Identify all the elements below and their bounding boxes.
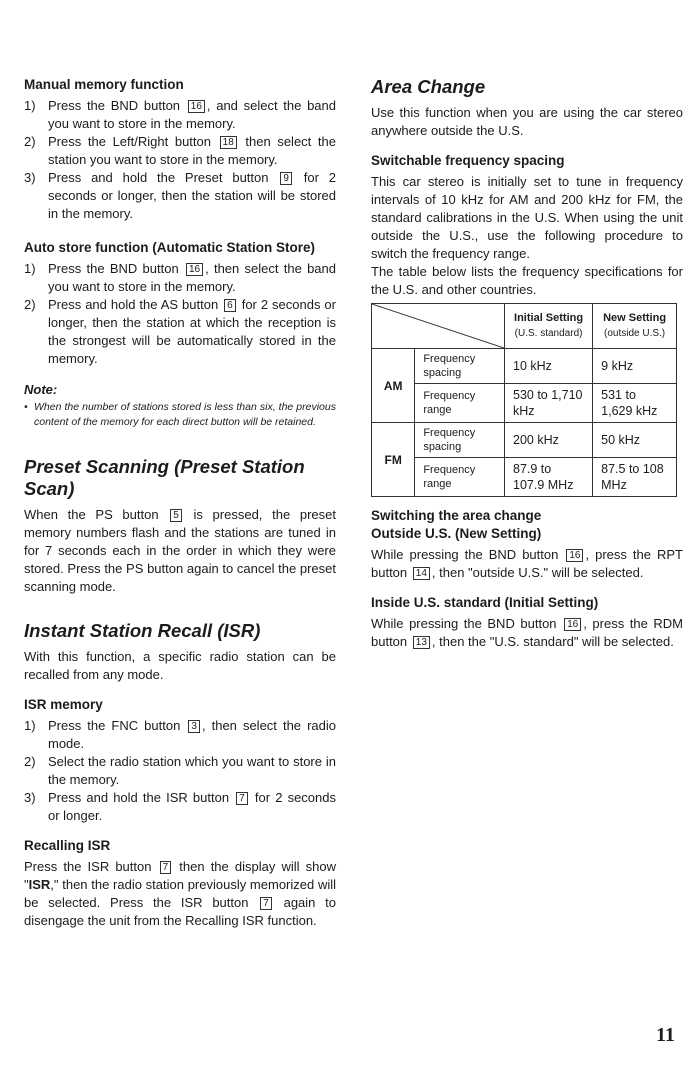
initial-value: 87.9 to 107.9 MHz	[505, 458, 593, 497]
auto-store-steps	[24, 260, 336, 368]
table-row	[372, 458, 677, 497]
initial-value: 200 kHz	[505, 423, 593, 458]
switchable-text: This car stereo is initially set to tune in frequency intervals of 10 kHz for AM and 200 kHz for FM, the standard calibrations in the U.S. When using the unit outside the U.S., use the following procedure to switch the frequency range.	[371, 174, 683, 261]
manual-memory-title: Manual memory function	[24, 77, 184, 92]
button-number-icon: 13	[413, 636, 430, 649]
isr-intro: With this function, a specific radio station can be recalled from any mode.	[24, 649, 336, 682]
table-corner-cell	[372, 304, 505, 349]
button-number-icon: 7	[160, 861, 172, 874]
recalling-isr-text: Press the ISR button 7 then the display will show "ISR," then the radio station previously memorized will be selected. Press the ISR button 7 again to disengage the unit from the Recalling ISR function.	[24, 859, 337, 928]
initial-value: 530 to 1,710 kHz	[505, 384, 593, 423]
step-item: 1) Press the BND button 16 , and select the band you want to store in the memory.	[24, 98, 336, 131]
button-number-icon: 14	[413, 567, 430, 580]
isr-memory-steps	[24, 717, 336, 825]
step-item: 2) Select the radio station which you want to store in the memory.	[24, 754, 336, 787]
param-label: Frequency spacing	[415, 423, 505, 458]
note-text: • When the number of stations stored is less than six, the previous content of the memory for each direct button will be retained.	[24, 401, 336, 428]
table-row	[372, 384, 677, 423]
step-item: 2) Press the Left/Right button 18 then select the station you want to store in the memory.	[24, 134, 336, 167]
button-number-icon: 16	[564, 618, 581, 631]
diagonal-line	[372, 304, 504, 348]
table-intro: The table below lists the frequency specifications for the U.S. and other countries.	[371, 264, 683, 297]
step-item: 1) Press the FNC button 3 , then select the radio mode.	[24, 718, 336, 751]
button-number-icon: 18	[220, 136, 237, 149]
page-number: 11	[656, 1024, 675, 1046]
step-item: 1) Press the BND button 16 , then select the band you want to store in the memory.	[24, 261, 336, 294]
table-header-row	[372, 304, 677, 349]
bullet-icon: •	[24, 401, 28, 413]
button-number-icon: 16	[188, 100, 205, 113]
auto-store-title: Auto store function (Automatic Station Store)	[24, 240, 315, 255]
area-change-title: Area Change	[371, 76, 486, 97]
button-number-icon: 5	[170, 509, 182, 522]
step-item: 3) Press and hold the ISR button 7 for 2 seconds or longer.	[24, 790, 336, 823]
button-number-icon: 16	[566, 549, 583, 562]
isr-memory-title: ISR memory	[24, 697, 103, 712]
initial-setting-header: Initial Setting (U.S. standard)	[505, 304, 593, 349]
button-number-icon: 16	[186, 263, 203, 276]
area-change-intro: Use this function when you are using the car stereo anywhere outside the U.S.	[371, 105, 683, 138]
band-label: AM	[372, 349, 415, 423]
param-label: Frequency range	[415, 458, 505, 497]
button-number-icon: 3	[188, 720, 200, 733]
button-number-icon: 7	[236, 792, 248, 805]
preset-scanning-text: When the PS button 5 is pressed, the preset memory numbers flash and the stations are tuned in for 7 seconds each in the order in which they were stored. Press the PS button again to cancel the preset scanning mode.	[24, 507, 336, 594]
manual-memory-steps	[24, 97, 336, 223]
new-value: 50 kHz	[593, 423, 677, 458]
step-item: 2) Press and hold the AS button 6 for 2 seconds or longer, then the station at which the reception is the strongest will be automatically stored in the memory.	[24, 297, 336, 366]
table-row	[372, 423, 677, 458]
new-value: 87.5 to 108 MHz	[593, 458, 677, 497]
switching-title: Switching the area change	[371, 508, 542, 523]
step-item: 3) Press and hold the Preset button 9 for 2 seconds or longer, then the station will be stored in the memory.	[24, 170, 336, 221]
isr-title: Instant Station Recall (ISR)	[24, 620, 261, 641]
left-column	[24, 76, 336, 930]
preset-scanning-title: Preset Scanning (Preset Station Scan)	[24, 456, 305, 499]
switchable-title: Switchable frequency spacing	[371, 153, 565, 168]
inside-title: Inside U.S. standard (Initial Setting)	[371, 595, 599, 610]
inside-text: While pressing the BND button 16 , press the RDM button 13 , then the "U.S. standard" will be selected.	[371, 616, 683, 649]
frequency-table	[371, 303, 677, 497]
new-setting-header: New Setting (outside U.S.)	[593, 304, 677, 349]
button-number-icon: 7	[260, 897, 272, 910]
outside-text: While pressing the BND button 16 , press the RPT button 14 , then "outside U.S." will be selected.	[371, 547, 683, 580]
recalling-isr-title: Recalling ISR	[24, 838, 111, 853]
outside-title: Outside U.S. (New Setting)	[371, 526, 542, 541]
table-row	[372, 349, 677, 384]
initial-value: 10 kHz	[505, 349, 593, 384]
param-label: Frequency range	[415, 384, 505, 423]
new-value: 531 to 1,629 kHz	[593, 384, 677, 423]
note-title: Note:	[24, 382, 58, 397]
button-number-icon: 9	[280, 172, 292, 185]
band-label: FM	[372, 423, 415, 497]
new-value: 9 kHz	[593, 349, 677, 384]
button-number-icon: 6	[224, 299, 236, 312]
right-column	[371, 76, 683, 651]
param-label: Frequency spacing	[415, 349, 505, 384]
